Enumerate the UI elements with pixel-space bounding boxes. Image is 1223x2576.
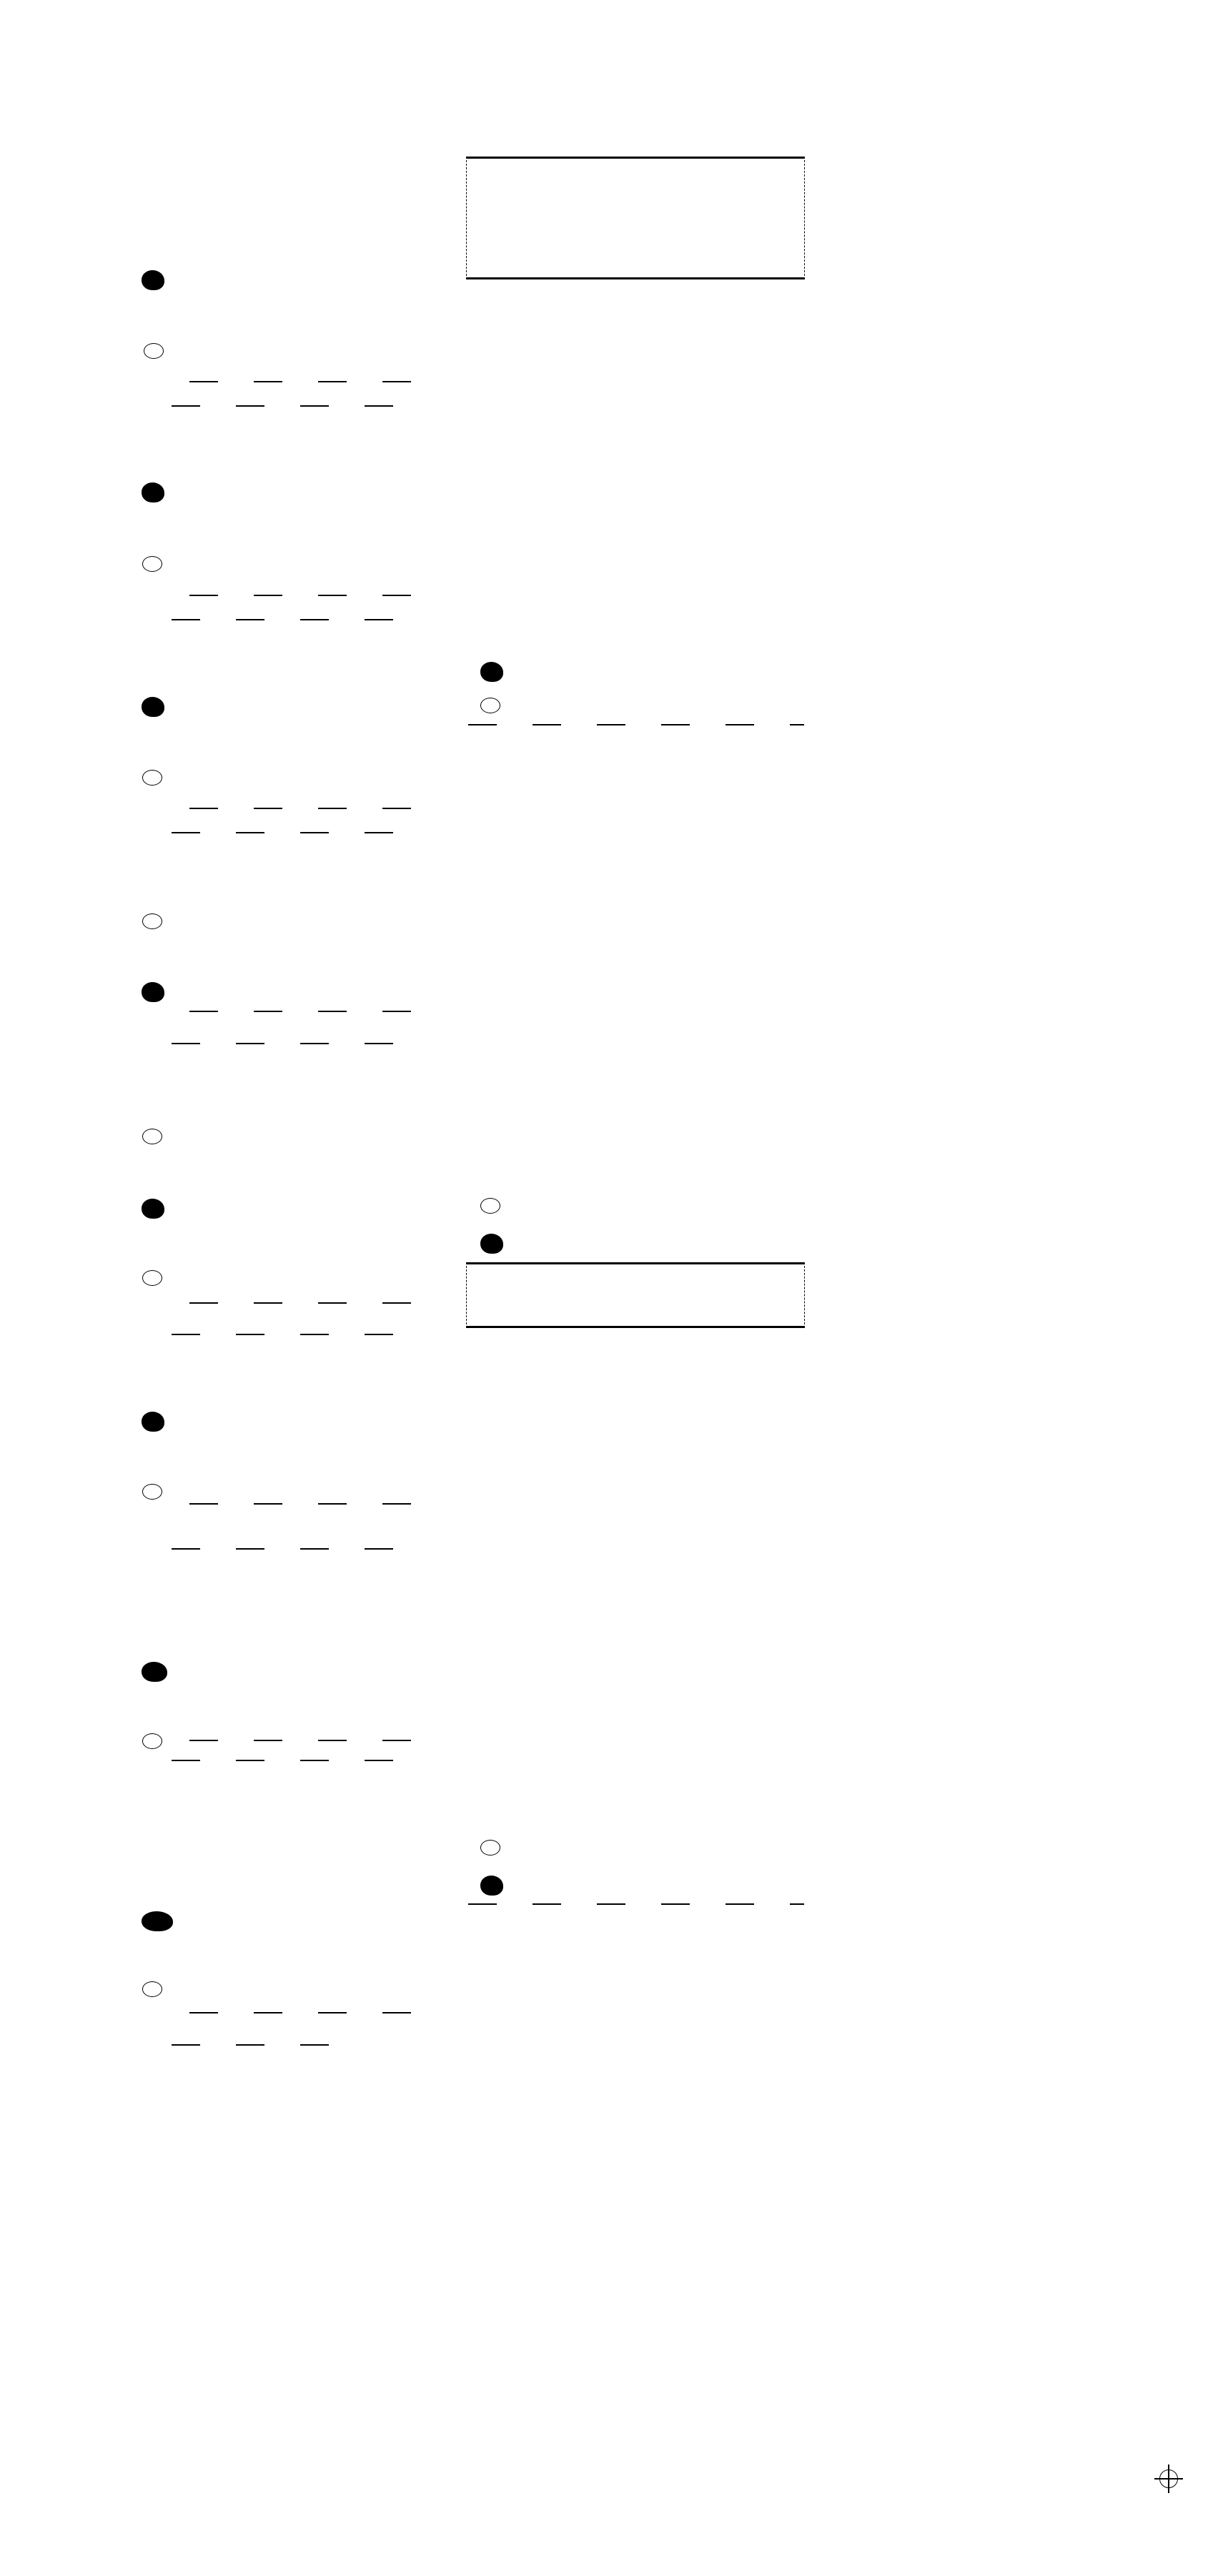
bubble-write-in-district-1[interactable]	[142, 1981, 162, 1997]
bubble-yes[interactable]	[480, 1198, 500, 1214]
write-in-line	[189, 1011, 425, 1012]
bubble-write-in-solicitor[interactable]	[142, 1484, 162, 1500]
write-in-line	[189, 381, 425, 382]
write-in-line	[189, 1302, 425, 1304]
bubble-bill-slaughter[interactable]	[142, 1662, 167, 1682]
bubble-beth-copeland-greene[interactable]	[142, 482, 164, 502]
bubble-no[interactable]	[480, 1876, 503, 1896]
section-heading-constitutional-amendments	[466, 157, 805, 279]
contest-divider	[172, 832, 429, 833]
section-heading-statewide-referendum	[466, 1262, 805, 1328]
bubble-no[interactable]	[480, 1234, 503, 1254]
registration-target-icon	[1159, 2470, 1178, 2488]
contest-divider	[172, 1334, 429, 1335]
bubble-write-in-sheriff[interactable]	[142, 770, 162, 786]
write-in-line	[189, 1740, 425, 1741]
bubble-brad-shealy[interactable]	[142, 270, 164, 290]
bubble-austin-fiveash[interactable]	[142, 1129, 162, 1144]
bubble-no[interactable]	[480, 698, 500, 713]
write-in-line	[189, 595, 425, 596]
bubble-ashley-paulk[interactable]	[142, 697, 164, 717]
contest-divider	[172, 1548, 429, 1550]
question-divider	[468, 724, 804, 725]
bubble-john-hogan[interactable]	[142, 1199, 164, 1219]
question-divider	[468, 1903, 804, 1905]
bubble-write-in-chairman[interactable]	[142, 1733, 162, 1749]
bubble-write-in-clerk[interactable]	[142, 556, 162, 572]
bubble-write-in-tax-commissioner[interactable]	[142, 982, 164, 1002]
contest-divider	[172, 1760, 429, 1761]
contest-divider	[172, 2044, 357, 2046]
bubble-write-in-coroner[interactable]	[142, 1270, 162, 1286]
contest-divider	[172, 405, 429, 407]
bubble-rodney-v-cain[interactable]	[142, 913, 162, 929]
bubble-write-in-district-attorney[interactable]	[144, 343, 164, 359]
write-in-line	[189, 808, 425, 809]
contest-divider	[172, 1043, 429, 1044]
write-in-line	[189, 2012, 425, 2013]
bubble-justin-cabral[interactable]	[142, 1412, 164, 1432]
write-in-line	[189, 1503, 425, 1505]
bubble-yes[interactable]	[480, 1840, 500, 1856]
contest-divider	[172, 619, 429, 620]
bubble-yes[interactable]	[480, 662, 503, 682]
bubble-joyce-evans[interactable]	[142, 1911, 173, 1931]
